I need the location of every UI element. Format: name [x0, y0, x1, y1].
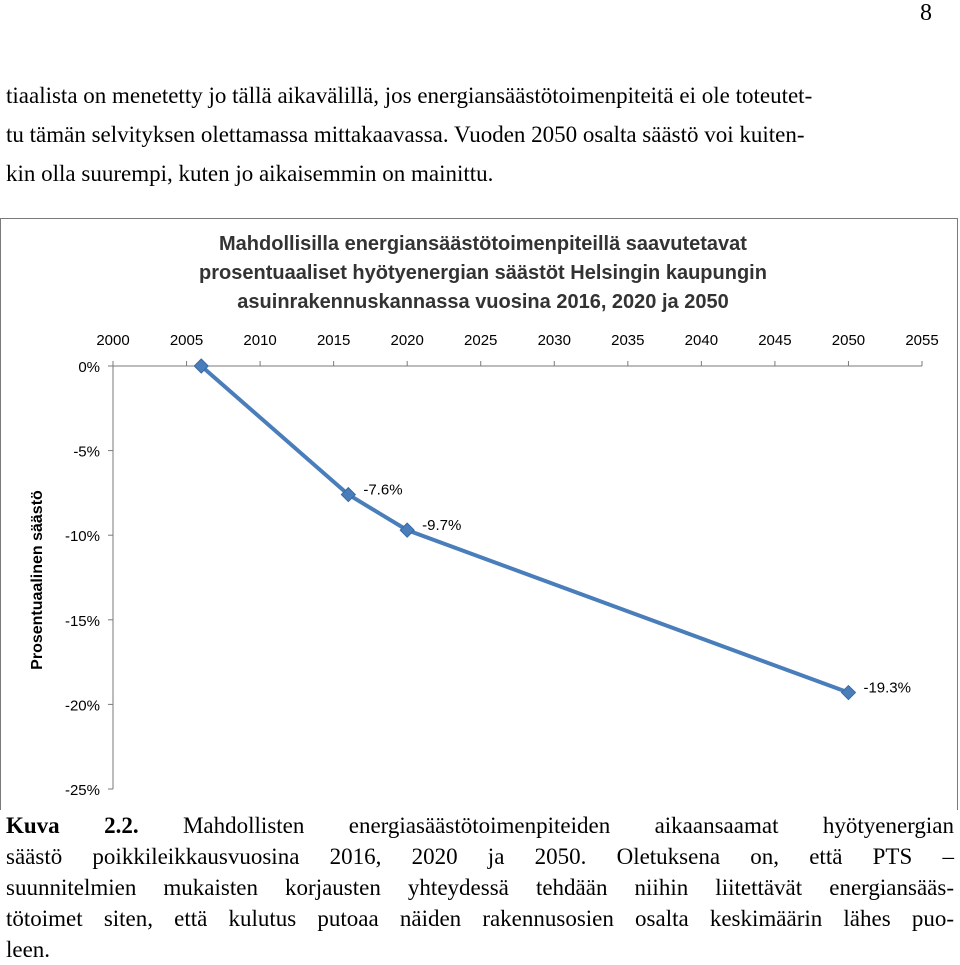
x-tick-label: 2005 — [169, 332, 204, 349]
caption-line: suunnitelmien mukaisten korjausten yhteydessä tehdään niihin liitettävät energiansääs- — [6, 875, 954, 900]
chart-title-line: asuinrakennuskannassa vuosina 2016, 2020 ja 2050 — [237, 291, 729, 313]
data-label: -7.6% — [363, 481, 403, 499]
series-line — [201, 366, 848, 693]
data-label: -9.7% — [422, 517, 462, 535]
x-tick-label: 2025 — [464, 332, 498, 349]
y-axis-label: Prosentuaalinen säästö — [29, 490, 46, 670]
chart-title-line: prosentuaaliset hyötyenergian säästöt Helsingin kaupungin — [199, 262, 767, 284]
chart-title-line: Mahdollisilla energiansäästötoimenpiteillä saavutetavat — [219, 233, 747, 255]
caption-label: Kuva 2.2. — [6, 813, 139, 838]
figure-caption — [6, 810, 954, 965]
data-point-marker — [841, 686, 855, 700]
x-tick-label: 2030 — [537, 332, 571, 349]
y-tick-label: -5% — [73, 443, 100, 461]
line-chart — [0, 300, 960, 810]
caption-line — [6, 810, 954, 841]
caption-text: Mahdollisten energiasäästötoimenpiteiden aikaansaamat hyötyenergian — [182, 813, 955, 838]
x-tick-label: 2015 — [316, 332, 351, 349]
paragraph-line: kin olla suurempi, kuten jo aikaisemmin on mainittu. — [6, 161, 494, 186]
x-tick-label: 2055 — [905, 332, 939, 349]
data-label: -19.3% — [863, 679, 911, 697]
caption-line: säästö poikkileikkausvuosina 2016, 2020 ja 2050. Oletuksena on, että PTS – — [6, 844, 954, 869]
y-tick-label: 0% — [78, 359, 100, 376]
x-tick-label: 2020 — [390, 332, 424, 349]
x-tick-label: 2010 — [243, 332, 277, 349]
x-tick-label: 2000 — [96, 332, 130, 349]
paragraph-line: tiaalista on menetetty jo tällä aikavälillä, jos energiansäästötoimenpiteitä ei ole toteutet- — [6, 83, 813, 108]
caption-line: leen. — [6, 937, 51, 962]
paragraph-line: tu tämän selvityksen olettamassa mittakaavassa. Vuoden 2050 osalta säästö voi kuiten- — [6, 122, 805, 147]
y-tick-label: -25% — [64, 782, 100, 799]
y-tick-label: -20% — [64, 697, 100, 715]
y-tick-label: -15% — [64, 612, 100, 630]
x-tick-label: 2045 — [758, 332, 792, 349]
page-number: 8 — [920, 0, 932, 26]
x-tick-label: 2035 — [611, 332, 645, 349]
y-tick-label: -10% — [64, 528, 100, 546]
x-tick-label: 2040 — [684, 332, 719, 349]
caption-line: tötoimet siten, että kulutus putoaa näiden rakennusosien osalta keskimäärin lähes puo- — [6, 906, 954, 931]
body-paragraph — [6, 76, 954, 193]
x-tick-label: 2050 — [831, 332, 866, 349]
